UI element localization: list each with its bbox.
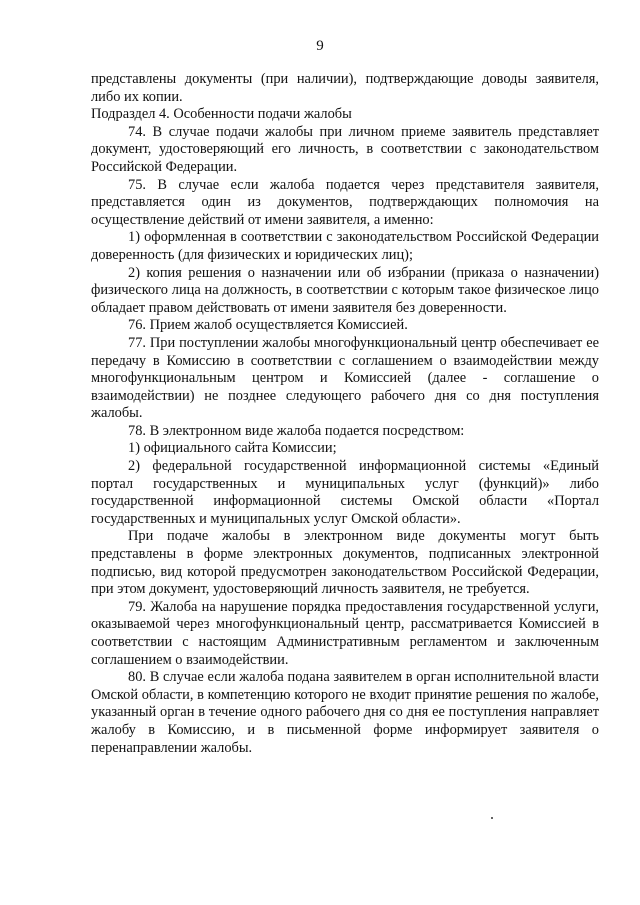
paragraph-76: 76. Прием жалоб осуществляется Комиссией. <box>128 317 408 334</box>
paragraph-79: 79. Жалоба на нарушение порядка предоставления государственной услуги, оказываемой через многофункциональный центр, рассматривается Комиссией в соответствии с настоящим Административным регламентом и заключенным соглашением о взаимодействии. <box>91 598 599 668</box>
subsection-title: Подраздел 4. Особенности подачи жалобы <box>91 106 352 123</box>
paragraph-74: 74. В случае подачи жалобы при личном приеме заявитель представляет документ, удостоверяющий его личность, в соответствии с законодательством Российской Федерации. <box>91 123 599 175</box>
paragraph-75-item-1: 1) оформленная в соответствии с законодательством Российской Федерации доверенность (для физических и юридических лиц); <box>91 229 599 263</box>
paragraph-80: 80. В случае если жалоба подана заявителем в орган исполнительной власти Омской области, в компетенцию которого не входит принятие решения по жалобе, указанный орган в течение одного рабочего дня со дня ее поступления направляет жалобу в Комиссию, и в письменной форме информирует заявителя о перенаправлении жалобы. <box>91 669 599 756</box>
paragraph-78-item-2: 2) федеральной государственной информационной системы «Единый портал государственных и муниципальных услуг (функций)» либо государственной информационной системы Омской области «Портал государственных и муниципальных услуг Омской области». <box>91 458 599 527</box>
page-body <box>91 71 599 757</box>
paragraph-78: 78. В электронном виде жалоба подается посредством: <box>128 422 465 439</box>
paragraph-75-item-2: 2) копия решения о назначении или об избрании (приказа о назначении) физического лица на должность, в соответствии с которым такое физическое лицо обладает правом действовать от имени заявителя без доверенности. <box>91 264 599 316</box>
scan-speck <box>491 817 493 819</box>
page-number: 9 <box>316 38 324 54</box>
paragraph-75: 75. В случае если жалоба подается через представителя заявителя, представляется один из документов, подтверждающих полномочия на осуществление действий от имени заявителя, а именно: <box>91 176 599 228</box>
paragraph-77: 77. При поступлении жалобы многофункциональный центр обеспечивает ее передачу в Комиссию в соответствии с соглашением о взаимодействии между многофункциональным центром и Комиссией (далее - соглашение о взаимодействии) не позднее следующего рабочего дня со дня поступления жалобы. <box>91 334 599 422</box>
paragraph-78-note: При подаче жалобы в электронном виде документы могут быть представлены в форме электронных документов, подписанных электронной подписью, вид которой предусмотрен законодательством Российской Федерации, при этом документ, удостоверяющий личность заявителя, не требуется. <box>91 528 599 598</box>
intro-paragraph: представлены документы (при наличии), подтверждающие доводы заявителя, либо их копии. <box>91 71 599 105</box>
paragraph-78-item-1: 1) официального сайта Комиссии; <box>128 440 337 457</box>
